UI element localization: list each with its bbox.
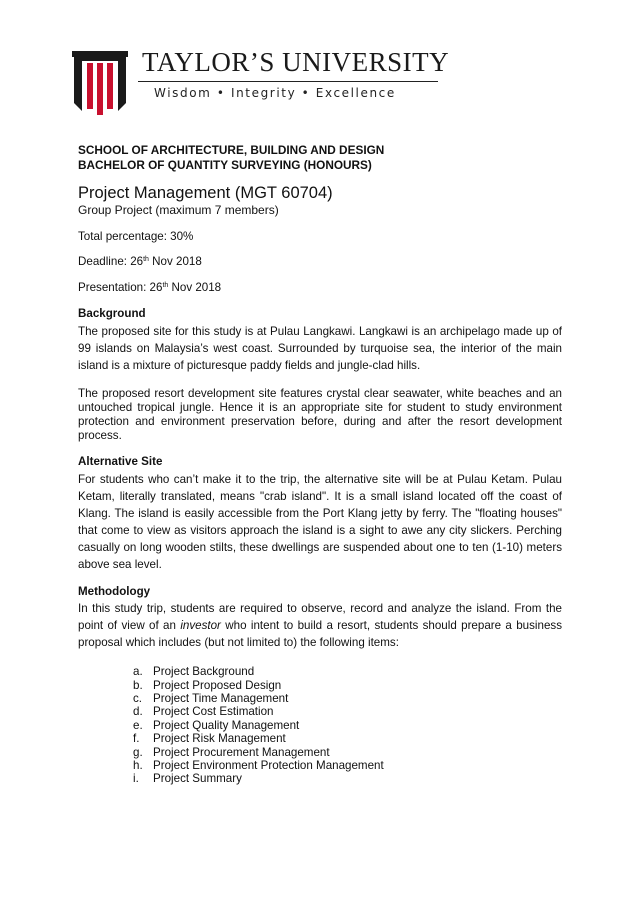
list-item-text: Project Quality Management xyxy=(153,718,300,732)
list-item xyxy=(133,746,562,759)
alternative-site-heading: Alternative Site xyxy=(78,454,163,468)
presentation-date: Presentation: 26th Nov 2018 xyxy=(78,280,222,294)
university-name: TAYLOR’S UNIVERSITY xyxy=(142,47,450,77)
list-item xyxy=(133,705,562,718)
list-item xyxy=(133,692,562,705)
list-item xyxy=(133,732,562,745)
group-info: Group Project (maximum 7 members) xyxy=(78,203,279,217)
deliverables-list xyxy=(133,665,562,786)
course-title: Project Management (MGT 60704) xyxy=(78,184,333,202)
list-item-text: Project Cost Estimation xyxy=(153,705,274,719)
list-item xyxy=(133,759,562,772)
list-item xyxy=(133,665,562,678)
list-item-marker: g. xyxy=(133,745,143,759)
list-item-marker: h. xyxy=(133,759,143,772)
list-item-marker: i. xyxy=(133,772,139,786)
list-item-marker: a. xyxy=(133,665,143,679)
methodology-paragraph: In this study trip, students are required to observe, record and analyze the island. From the point of view of an investor who intent to build a resort, students should prepare a business proposal which includes (but not limited to) the following items: xyxy=(78,602,562,650)
list-item xyxy=(133,772,562,785)
list-item-marker: c. xyxy=(133,691,143,705)
list-item xyxy=(133,679,562,692)
background-paragraph-1: The proposed site for this study is at Pulau Langkawi. Langkawi is an archipelago made up of 99 islands on Malaysia’s west coast. Surrounded by turquoise sea, the interior of the main island is a mixture of picturesque paddy fields and jungle-clad hills. xyxy=(78,324,562,372)
school-name: SCHOOL OF ARCHITECTURE, BUILDING AND DESIGN xyxy=(78,143,385,157)
list-item-marker: d. xyxy=(133,705,143,719)
deadline: Deadline: 26th Nov 2018 xyxy=(78,255,202,269)
list-item xyxy=(133,719,562,732)
university-tagline: Wisdom • Integrity • Excellence xyxy=(154,86,396,100)
list-item-marker: e. xyxy=(133,718,143,732)
list-item-marker: f. xyxy=(133,732,140,746)
list-item-text: Project Risk Management xyxy=(153,732,286,746)
background-paragraph-2: The proposed resort development site features crystal clear seawater, white beaches and an untouched tropical jungle. Hence it is an appropriate site for student to study environment protection and environment preservation before, during and after the resort development process. xyxy=(78,386,562,442)
background-heading: Background xyxy=(78,307,146,321)
programme-name: BACHELOR OF QUANTITY SURVEYING (HONOURS) xyxy=(78,158,372,172)
list-item-text: Project Proposed Design xyxy=(153,678,282,692)
total-percentage: Total percentage: 30% xyxy=(78,229,194,243)
document-body xyxy=(78,143,562,786)
university-logo xyxy=(72,45,452,115)
alternative-site-paragraph: For students who can’t make it to the trip, the alternative site will be at Pulau Ketam. Pulau Ketam, literally translated, means "crab island". It is a small island located off the coast of Klang. The island is easily accessible from the Port Klang jetty by ferry. The "floating houses" that come to view as visitors approach the island is a sight to awe any city slickers. Perching casually on long wooden stilts, these dwellings are suspended about one to ten (1-10) meters above sea level. xyxy=(78,472,562,571)
list-item-marker: b. xyxy=(133,678,143,692)
list-item-text: Project Time Management xyxy=(153,691,289,705)
list-item-text: Project Environment Protection Management xyxy=(153,759,384,772)
list-item-text: Project Procurement Management xyxy=(153,745,330,759)
list-item-text: Project Summary xyxy=(153,772,242,786)
methodology-heading: Methodology xyxy=(78,584,151,598)
list-item-text: Project Background xyxy=(153,665,255,679)
taylors-crest-icon xyxy=(72,45,128,115)
logo-divider xyxy=(138,81,438,82)
